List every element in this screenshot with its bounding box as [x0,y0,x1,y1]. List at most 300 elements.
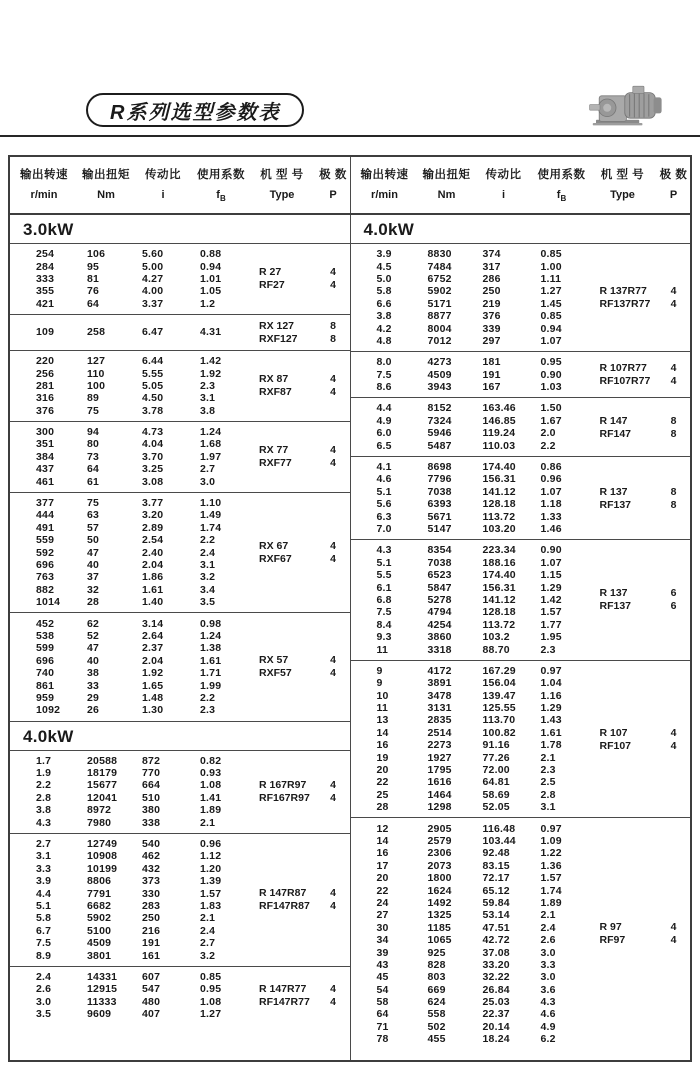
cell: 6.2 [540,1033,556,1046]
model-line [591,485,691,498]
cell: 1.74 [200,521,222,534]
page-title-text: R系列选型参数表 [110,101,281,124]
table-row [10,584,250,596]
table-group [10,612,350,720]
page-title [86,93,304,127]
model-poles: 4 [670,921,677,934]
cell: 4.00 [142,285,164,298]
cell: 0.95 [200,983,222,996]
cell: 2.6 [36,983,52,996]
cell: 7980 [87,816,112,829]
cell: 384 [36,450,55,463]
model-type: R 137 [599,485,628,498]
cell: 480 [142,995,161,1008]
table-row [10,971,250,983]
cell: 1.65 [142,679,164,692]
cell: 33 [87,679,100,692]
cell: 20 [376,872,389,885]
cell: 959 [36,691,55,704]
col-header-3 [192,166,250,203]
cell: 1.48 [142,691,164,704]
cell: 3.0 [540,946,556,959]
cell: 106 [87,248,106,261]
parameter-table [8,155,692,1062]
group-rows [351,822,591,1045]
table-row [351,298,591,310]
cell: 547 [142,983,161,996]
cell: 1.45 [540,297,562,310]
cell: 0.97 [540,822,562,835]
table-row [10,850,250,862]
cell: 33.20 [482,958,510,971]
model-type: RF137R77 [599,298,651,311]
group-rows [351,461,591,535]
table-row [10,571,250,583]
cell: 339 [482,322,501,335]
cell: 5147 [427,523,452,535]
cell: 1.04 [540,677,562,690]
model-type: RX 57 [259,654,289,667]
table-group [10,421,350,492]
table-row [351,727,591,739]
cell: 72.00 [482,764,510,777]
cell: 78 [376,1033,389,1046]
cell: 559 [36,534,55,547]
cell: 7796 [427,473,452,486]
cell: 421 [36,297,55,310]
cell: 1092 [36,704,61,717]
table-row [351,897,591,909]
col-header-4 [591,166,655,203]
cell: 333 [36,272,55,285]
cell: 1.61 [200,654,222,667]
cell: 4.73 [142,426,164,439]
table-row [10,355,250,367]
cell: 7.5 [376,368,392,381]
cell: 1.07 [540,556,562,569]
cell: 75 [87,404,100,417]
cell: 80 [87,438,100,451]
model-poles: 4 [330,540,336,553]
cell: 52 [87,629,100,642]
table-row [10,900,250,912]
cell: 3.2 [200,949,216,962]
group-models [250,983,352,1009]
table-row [10,804,250,816]
cell: 3.8 [376,310,392,323]
cell: 3131 [427,702,452,715]
table-row [351,498,591,510]
table-row [351,789,591,801]
group-rows [10,971,250,1021]
cell: 16 [376,847,389,860]
cell: 6393 [427,498,452,511]
table-row [351,486,591,498]
cell: 64 [376,1008,389,1021]
cell: 4.5 [376,260,392,273]
cell: 3.1 [540,801,556,814]
group-rows [351,402,591,452]
cell: 2.8 [540,788,556,801]
cell: 1.74 [540,884,562,897]
model-poles: 4 [670,362,677,375]
table-row [10,692,250,704]
model-line [591,921,691,934]
cell: 156.31 [482,473,516,486]
cell: 4509 [87,937,112,950]
table-row [10,546,250,558]
cell: 0.98 [200,617,222,630]
cell: 6.44 [142,355,164,368]
cell: 1.95 [540,631,562,644]
gearmotor-image [588,82,668,132]
cell: 128.18 [482,606,516,619]
cell: 29 [87,691,100,704]
cell: 4.4 [36,887,52,900]
table-row [10,875,250,887]
cell: 1.42 [540,593,562,606]
model-poles: 4 [330,279,336,292]
table-row [351,544,591,556]
cell: 0.96 [540,473,562,486]
model-line [591,298,691,311]
model-line [591,498,691,511]
cell: 2.4 [200,546,216,559]
group-rows [10,617,250,716]
cell: 8.9 [36,949,52,962]
model-poles: 4 [670,298,677,311]
cell: 191 [482,368,501,381]
cell: 284 [36,260,55,273]
model-type: RF97 [599,934,626,947]
cell: 4.3 [376,544,392,557]
cell: 763 [36,571,55,584]
cell: 77.26 [482,751,510,764]
table-row [10,996,250,1008]
cell: 592 [36,546,55,559]
cell: 0.93 [200,767,222,780]
col-header-unit: $f_B$ [556,189,567,204]
group-models [591,285,691,311]
cell: 4.04 [142,438,164,451]
cell: 432 [142,862,161,875]
table-row [351,643,591,655]
cell: 376 [36,404,55,417]
cell: 7038 [427,485,452,498]
cell: 540 [142,838,161,851]
cell: 5.6 [376,498,392,511]
cell: 7012 [427,334,452,347]
cell: 100.82 [482,726,516,739]
cell: 624 [427,996,446,1009]
table-header [10,157,690,215]
cell: 128.18 [482,498,516,511]
cell: 223.34 [482,544,516,557]
group-rows [10,426,250,488]
cell: 1.08 [200,779,222,792]
col-header-zh: 输出扭矩 [422,169,471,182]
cell: 4254 [427,618,452,631]
table-row [351,402,591,414]
table-group [10,350,350,421]
cell: 141.12 [482,485,516,498]
model-poles: 6 [670,587,677,600]
table-row [351,934,591,946]
cell: 2.4 [540,921,556,934]
cell: 161 [142,949,161,962]
table-row [351,665,591,677]
cell: 355 [36,285,55,298]
cell: 59.84 [482,896,510,909]
cell: 2.7 [200,937,216,950]
cell: 2.0 [540,427,556,440]
cell: 0.96 [200,838,222,851]
model-line [250,332,352,345]
cell: 1065 [427,934,452,947]
cell: 8972 [87,804,112,817]
model-poles: 4 [670,726,677,739]
cell: 10908 [87,850,118,863]
cell: 156.31 [482,581,516,594]
table-group [10,750,350,833]
table-row [351,439,591,451]
cell: 1.07 [540,334,562,347]
cell: 20.14 [482,1020,510,1033]
cell: 2.1 [540,909,556,922]
cell: 220 [36,355,55,368]
cell: 156.04 [482,677,516,690]
cell: 4.3 [540,996,556,1009]
cell: 1.40 [142,596,164,609]
cell: 1.24 [200,629,222,642]
cell: 15677 [87,779,118,792]
cell: 95 [87,260,100,273]
cell: 1927 [427,751,452,764]
model-type: RX 127 [259,319,295,332]
cell: 2.37 [142,642,164,655]
cell: 7038 [427,556,452,569]
cell: 4.27 [142,272,164,285]
table-row [351,996,591,1008]
model-line [250,996,352,1009]
col-header-5 [314,166,352,203]
cell: 103.44 [482,834,516,847]
cell: 3.78 [142,404,164,417]
cell: 1.50 [540,402,562,415]
cell: 113.70 [482,714,516,727]
cell: 12749 [87,838,118,851]
cell: 6.5 [376,439,392,452]
cell: 1.38 [200,642,222,655]
cell: 1.42 [200,355,222,368]
cell: 2.2 [540,439,556,452]
cell: 861 [36,679,55,692]
cell: 5.1 [376,485,392,498]
cell: 558 [427,1008,446,1021]
table-row [351,581,591,593]
cell: 1.92 [200,367,222,380]
table-group [351,539,691,660]
cell: 882 [36,583,55,596]
model-line [591,600,691,613]
cell: 14 [376,834,389,847]
model-line [250,266,352,279]
cell: 0.94 [200,260,222,273]
cell: 64.81 [482,776,510,789]
cell: 91.16 [482,739,510,752]
model-poles: 4 [670,285,677,298]
section-label: 4.0kW [10,721,350,750]
cell: 6.1 [376,581,392,594]
cell: 181 [482,356,501,369]
group-models [591,587,691,613]
cell: 12915 [87,983,118,996]
cell: 1.2 [200,297,216,310]
cell: 22 [376,884,389,897]
cell: 88.70 [482,643,510,656]
cell: 696 [36,559,55,571]
cell: 216 [142,924,161,937]
cell: 0.85 [200,970,222,983]
cell: 5278 [427,593,452,606]
group-rows [351,665,591,814]
cell: 34 [376,934,389,947]
table-row [10,248,250,260]
model-poles: 4 [670,739,677,752]
cell: 2.4 [36,970,52,983]
model-type: RX 67 [259,540,289,553]
table-row [10,509,250,521]
cell: 373 [142,875,161,888]
table-row [351,959,591,971]
cell: 61 [87,475,100,488]
cell: 2.3 [540,764,556,777]
cell: 3.37 [142,297,164,310]
cell: 0.88 [200,248,222,261]
cell: 12041 [87,791,118,804]
model-type: R 137 [599,587,628,600]
cell: 5.1 [376,556,392,569]
cell: 4.8 [376,334,392,347]
cell: 437 [36,463,55,476]
cell: 219 [482,297,501,310]
cell: 2905 [427,822,452,835]
col-header-2 [134,166,192,203]
cell: 5.8 [376,285,392,298]
cell: 1.67 [540,414,562,427]
model-poles: 4 [330,266,336,279]
model-line [591,427,691,440]
model-poles: 6 [670,600,677,613]
table-row [10,260,250,272]
cell: 3.25 [142,463,164,476]
cell: 607 [142,970,161,983]
cell: 6.0 [376,427,392,440]
cell: 8004 [427,322,452,335]
cell: 25.03 [482,996,510,1009]
cell: 188.16 [482,556,516,569]
table-row [351,569,591,581]
table-row [351,860,591,872]
cell: 455 [427,1033,446,1046]
cell: 9609 [87,1008,112,1021]
cell: 2.64 [142,629,164,642]
model-line [250,553,352,566]
cell: 925 [427,946,446,959]
cell: 109 [36,326,55,339]
table-row [351,557,591,569]
model-poles: 8 [330,332,336,345]
cell: 1.29 [540,581,562,594]
cell: 1.09 [540,834,562,847]
model-line [250,373,352,386]
cell: 13 [376,714,389,727]
cell: 2.5 [540,776,556,789]
cell: 444 [36,509,55,522]
table-row [351,631,591,643]
col-header-zh: 极 数 [659,169,688,182]
cell: 58 [376,996,389,1009]
table-row [351,835,591,847]
table-row [351,884,591,896]
col-header-unit: r/min [371,189,398,202]
cell: 3891 [427,677,452,690]
cell: 24 [376,896,389,909]
cell: 3943 [427,381,452,394]
cell: 18179 [87,767,118,780]
model-type: R 147R87 [259,887,307,900]
cell: 53.14 [482,909,510,922]
model-type: RF137 [599,600,632,613]
cell: 376 [482,310,501,323]
cell: 3.4 [200,583,216,596]
table-group [351,456,691,539]
cell: 7324 [427,414,452,427]
col-header-5 [655,166,693,203]
table-row [351,619,591,631]
model-poles: 4 [330,667,336,680]
cell: 47 [87,546,100,559]
table-group [351,817,691,1049]
model-type: RXF127 [259,332,298,345]
cell: 1.61 [142,583,164,596]
table-header-left [10,157,350,213]
cell: 27 [376,909,389,922]
cell: 2514 [427,726,452,739]
cell: 3801 [87,949,112,962]
model-type: RF147R87 [259,900,310,913]
col-header-unit-sub: B [560,194,567,204]
model-line [250,792,352,805]
col-header-zh: 输出转速 [360,169,409,182]
cell: 3.3 [540,958,556,971]
table-row [351,909,591,921]
table-column-left [10,215,350,1060]
model-type: RXF87 [259,386,292,399]
cell: 3.6 [540,983,556,996]
cell: 32 [87,583,100,596]
cell: 26 [87,704,100,717]
cell: 1.11 [540,272,562,285]
cell: 1.7 [36,754,52,767]
cell: 3.0 [540,971,556,984]
col-header-1 [419,166,475,203]
table-row [351,473,591,485]
table-row [10,617,250,629]
cell: 32.22 [482,971,510,984]
table-row [351,369,591,381]
table-row [10,463,250,475]
